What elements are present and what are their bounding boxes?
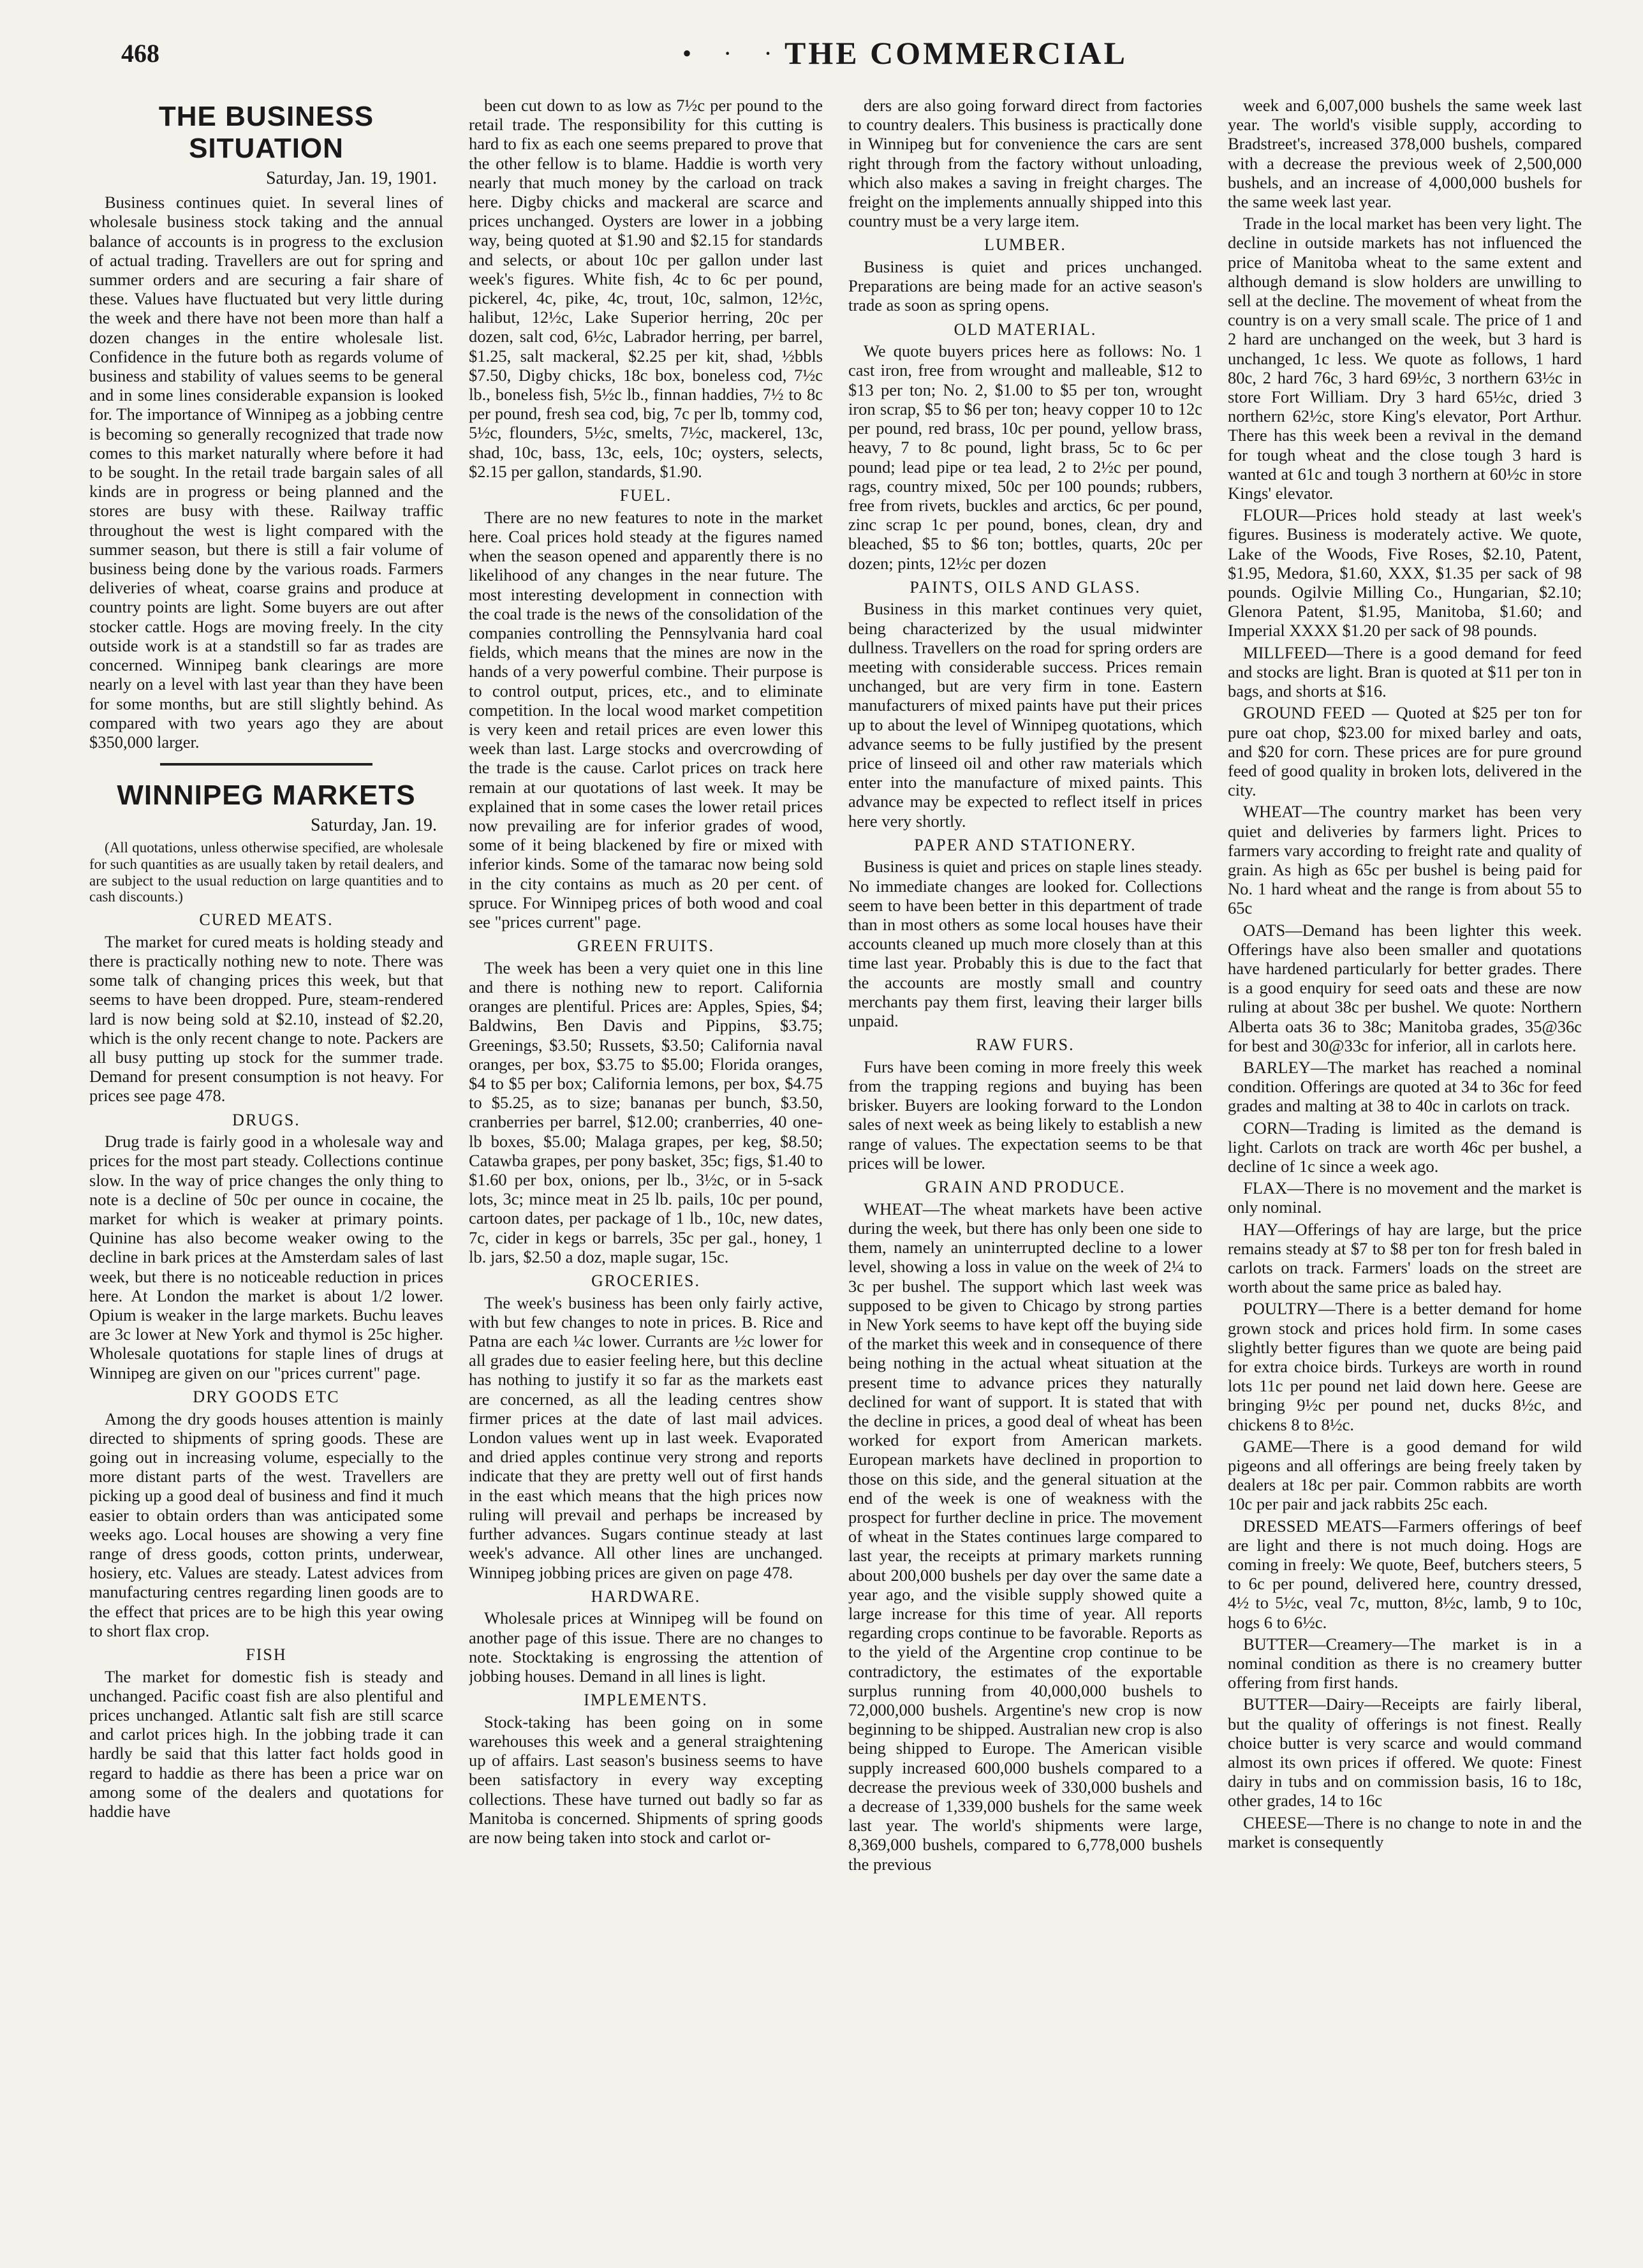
masthead: THE COMMERCIAL bbox=[785, 35, 1128, 71]
column-1 bbox=[89, 96, 443, 2227]
wheat-paragraph-continued: week and 6,007,000 bushels the same week last year. The world's visible supply, according to Bradstreet's, increased 378,000 bushels, compared with a decrease the previous week of 2,500,000 bushels, and an increase of 4,000,000 bushels for the same week last year. bbox=[1228, 96, 1582, 212]
business-title: THE BUSINESS SITUATION bbox=[158, 101, 374, 165]
section-heading-green-fruits: GREEN FRUITS. bbox=[577, 937, 715, 956]
implements-paragraph-continued: ders are also going forward direct from factories to country dealers. This business is practically done in Winnipeg but for convenience the cars are sent right through from the factory without unloading, which also makes a saving in freight charges. The freight on the implements annually shipped into this country must be a very large item. bbox=[848, 96, 1202, 231]
green-fruits-paragraph: The week has been a very quiet one in this line and there is nothing new to report. California oranges are plentiful. Prices are: Apples, Spies, $4; Baldwins, Ben Davis and Pippins, $3.75; Greenings, $3.50; Russets, $3.50; California naval oranges, per box, $3.75 to $5.00; Florida oranges, $4 to $5 per box; California lemons, per box, $4.75 to $5.25, as to size; bananas per bunch, $3.50, cranberries per barrel, $12.00; cranberries, 40 one-lb boxes, $5.00; Malaga grapes, per keg, $8.50; Catawba grapes, per pony basket, 35c; figs, $1.40 to $1.60 per box, onions, per lb., 3½c, or in 5-sack lots, 3c; mince meat in 25 lb. pails, 10c per pound, cartoon dates, per package of 1 lb., 10c, new dates, 7c, cider in kegs or barrels, 35c per gal., honey, 1 lb. jars, $2.50 a doz, maple sugar, 15c. bbox=[469, 958, 823, 1266]
section-heading-implements: IMPLEMENTS. bbox=[584, 1691, 708, 1710]
section-heading-dry-goods: DRY GOODS ETC bbox=[193, 1387, 340, 1406]
local-market-paragraph: Trade in the local market has been very light. The decline in outside markets has not influenced the price of Manitoba wheat to the same extent and although demand is slow holders are unwilling to sell at the decline. The movement of wheat from the country is on a very small scale. The price of 1 and 2 hard are unchanged on the week, but 3 hard is unchanged, 1c less. We quote as follows, 1 hard 80c, 2 hard 76c, 3 hard 69½c, 3 northern 63½c in store Fort William. Dry 3 hard 65½c, dried 3 northern 62½c, store King's elevator, Port Arthur. There has this week been a revival in the demand for tough wheat and the close tough 3 hard is wanted at 61c and tough 3 northern at 60½c in store Kings' elevator. bbox=[1228, 214, 1582, 503]
dressed-meats-paragraph: DRESSED MEATS—Farmers offerings of beef are light and there is not much doing. Hogs are coming in freely: We quote, Beef, butchers steers, 5 to 6c per pound, delivered here, country dressed, 4½ to 5½c, veal 7c, mutton, 8½c, lamb, 9 to 10c, hogs 6 to 6½c. bbox=[1228, 1516, 1582, 1632]
section-heading-fuel: FUEL. bbox=[619, 486, 672, 505]
column-4 bbox=[1228, 96, 1582, 2227]
hardware-paragraph: Wholesale prices at Winnipeg will be found on another page of this issue. There are no changes to note. Stocktaking is engrossing the attention of jobbing houses. Demand in all lines is light. bbox=[469, 1608, 823, 1686]
cheese-paragraph: CHEESE—There is no change to note in and the market is consequently bbox=[1228, 1812, 1582, 1851]
drugs-paragraph: Drug trade is fairly good in a wholesale way and prices for the most part steady. Collections continue slow. In the way of price changes the only thing to note is a decline of 50c per ounce in cocaine, the market for which is weaker at primary points. Quinine has also become weaker owing to the decline in bark prices at the Amsterdam sales of last week, but there is no noticeable reduction in prices here. At London the market is about 1/2 lower. Opium is weaker in the large markets. Buchu leaves are 3c lower at New York and thymol is 25c higher. Wholesale quotations for staple lines of drugs at Winnipeg are given on our "prices current" page. bbox=[89, 1132, 443, 1382]
section-heading-groceries: GROCERIES. bbox=[591, 1271, 700, 1291]
raw-furs-paragraph: Furs have been coming in more freely this week from the trapping regions and buying has been brisker. Buyers are looking forward to the London sales of next week as being likely to establish a new range of values. The expectation seems to be that prices will be lower. bbox=[848, 1056, 1202, 1173]
section-heading-fish: FISH bbox=[246, 1645, 287, 1664]
oats-paragraph: OATS—Demand has been lighter this week. Offerings have also been smaller and quotations have hardened particularly for better grades. There is a good enquiry for seed oats and these are now ruling at about 38c per bushel. We quote: Northern Alberta oats 36 to 38c; Manitoba grades, 35@36c for best and 30@33c for inferior, all in carlots here. bbox=[1228, 920, 1582, 1055]
millfeed-paragraph: MILLFEED—There is a good demand for feed and stocks are light. Bran is quoted at $11 per ton in bags, and shorts at $16. bbox=[1228, 642, 1582, 701]
header-ornament: • · · bbox=[682, 39, 785, 68]
fish-paragraph-continued: been cut down to as low as 7½c per pound to the retail trade. The responsibility for this cutting is hard to fix as each one seems prepared to prove that the other fellow is to blame. Haddie is worth very nearly that much money by the carload on track here. Digby chicks and mackeral are scarce and prices unchanged. Oysters are lower in a jobbing way, being quoted at $1.90 and $2.15 for standards and selects, or about 10c per gallon under last week's figures. White fish, 4c to 6c per pound, pickerel, 4c, pike, 4c, trout, 10c, salmon, 12½c, halibut, 12½c, Lake Superior herring, 20c per dozen, salt cod, 6½c, Labrador herring, per barrel, $1.25, salt mackeral, $2.25 per kit, shad, ½bbls $7.50, Digby chicks, 18c box, boneless cod, 7½c lb., boneless fish, 5½c lb., finnan haddies, 7½ to 8c per pound, fresh sea cod, big, 7c per lb, tommy cod, 5½c, flounders, 5½c, smelts, 7½c, mackerel, 13c, shad, 10c, bass, 13c, eels, 10c; oysters, selects, $2.15 per gallon, standards, $1.90. bbox=[469, 96, 823, 481]
markets-note: (All quotations, unless otherwise specified, are wholesale for such quantities as are usually taken by retail dealers, and are subject to the usual reduction on large quantities and to cash discounts.) bbox=[89, 840, 443, 905]
section-heading-hardware: HARDWARE. bbox=[591, 1587, 701, 1606]
section-heading-drugs: DRUGS. bbox=[232, 1110, 300, 1129]
old-material-paragraph: We quote buyers prices here as follows: No. 1 cast iron, free from wrought and malleable, $12 to $13 per ton; No. 2, $1.00 to $5 per ton, wrought iron scrap, $5 to $6 per ton; heavy copper 10 to 12c per pound, red brass, 10c per pound, yellow brass, heavy, 7 to 8c pound, light brass, 5c to 6c per pound; lead pipe or tea lead, 2 to 2½c per pound, rags, country mixed, 50c per 100 pounds; rubbers, free from rivets, buckles and arctics, 6c per pound, zinc scrap 1c per pound, bones, clean, dry and bleached, $5 to $6 ton; bottles, quarts, 20c per dozen; pints, 12½c per dozen bbox=[848, 341, 1202, 573]
hay-paragraph: HAY—Offerings of hay are large, but the price remains steady at $7 to $8 per ton for fresh baled in carlots on track. Farmers' loads on the street are worth about the same price as baled hay. bbox=[1228, 1219, 1582, 1297]
flax-paragraph: FLAX—There is no movement and the market is only nominal. bbox=[1228, 1178, 1582, 1217]
markets-title: WINNIPEG MARKETS bbox=[117, 780, 416, 812]
poultry-paragraph: POULTRY—There is a better demand for home grown stock and prices hold firm. In some cases slightly better figures than we quote are being paid for extra choice birds. Turkeys are worth in round lots 11c per pound net laid down here. Geese are bringing 9½c per pound net, ducks 8½c, and chickens 8 to 8½c. bbox=[1228, 1299, 1582, 1434]
section-heading-cured-meats: CURED MEATS. bbox=[199, 910, 334, 930]
barley-paragraph: BARLEY—The market has reached a nominal condition. Offerings are quoted at 34 to 36c for feed grades and malting at 38 to 40c in carlots on track. bbox=[1228, 1057, 1582, 1116]
paints-paragraph: Business in this market continues very quiet, being characterized by the usual midwinter dullness. Travellers on the road for spring orders are meeting with considerable success. Prices remain unchanged, but are very firm in tone. Eastern manufacturers of mixed paints have put their prices up to about the level of Winnipeg quotations, which advance seems to be fully justified by the present price of linseed oil and other raw materials which enter into the manufacture of mixed paints. This advance may be expected to reflect itself in prices here very shortly. bbox=[848, 599, 1202, 831]
dry-goods-paragraph: Among the dry goods houses attention is mainly directed to shipments of spring goods. These are going out in increasing volume, especially to the more distant parts of the west. Travellers are picking up a good deal of business and find it much easier to obtain orders than was anticipated some weeks ago. Local houses are showing a very fine range of dress goods, cotton prints, underwear, hosiery, etc. Values are steady. Latest advices from manufacturing centres regarding linen goods are to the effect that prices are to be high this year owing to short flax crop. bbox=[89, 1409, 443, 1640]
paper-paragraph: Business is quiet and prices on staple lines steady. No immediate changes are looked for. Collections seem to have been better in this department of trade than in most others as some local houses have their accounts cleaned up much more closely than at this time last year. Probably this is due to the fact that the accounts are mostly small and country merchants pay them first, leaving their larger bills unpaid. bbox=[848, 857, 1202, 1031]
game-paragraph: GAME—There is a good demand for wild pigeons and all offerings are being freely taken by dealers at 18c per pair. Common rabbits are worth 10c per pair and jack rabbits 25c each. bbox=[1228, 1436, 1582, 1514]
lumber-paragraph: Business is quiet and prices unchanged. Preparations are being made for an active season's trade as soon as spring opens. bbox=[848, 257, 1202, 315]
butter-creamery-paragraph: BUTTER—Creamery—The market is in a nominal condition as there is no creamery butter offering from first hands. bbox=[1228, 1634, 1582, 1693]
page-header bbox=[83, 35, 1595, 77]
flour-paragraph: FLOUR—Prices hold steady at last week's figures. Business is moderately active. We quote, Lake of the Woods, Five Roses, $2.10, Patent, $1.95, Medora, $1.60, XXX, $1.35 per sack of 98 pounds. Ogilvie Milling Co., Hungarian, $2.10; Glenora Patent, $1.95, Manitoba, $1.60; and Imperial XXXX $1.20 per sack of 98 pounds. bbox=[1228, 505, 1582, 641]
cured-meats-paragraph: The market for cured meats is holding steady and there is practically nothing new to note. There was some talk of changing prices this week, but that seems to have been dropped. Pure, steam-rendered lard is now being sold at $2.10, instead of $2.20, which is the only recent change to note. Packers are all busy putting up stock for the summer trade. Demand for present consumption is not heavy. For prices see page 478. bbox=[89, 931, 443, 1106]
section-heading-grain: GRAIN AND PRODUCE. bbox=[925, 1178, 1126, 1197]
corn-paragraph: CORN—Trading is limited as the demand is light. Carlots on track are worth 46c per bushel, a decline of 1c since a week ago. bbox=[1228, 1118, 1582, 1176]
fish-paragraph: The market for domestic fish is steady and unchanged. Pacific coast fish are also plentiful and prices unchanged. Atlantic salt fish are still scarce and carlot prices high. In the jobbing trade it can hardly be said that this latter fact holds good in regard to haddie as there has been a price war on among some of the dealers and quotations for haddie have bbox=[89, 1666, 443, 1821]
implements-paragraph: Stock-taking has been going on in some warehouses this week and a general straightening up of affairs. Last season's business seems to have been satisfactory in every way excepting collections. These have turned out badly so far as Manitoba is concerned. Shipments of spring goods are now being taken into stock and carlot or- bbox=[469, 1712, 823, 1847]
column-2 bbox=[469, 96, 823, 2227]
country-wheat-paragraph: WHEAT—The country market has been very quiet and deliveries by farmers light. Prices to farmers vary according to freight rate and quality of grain. As high as 65c per bushel is being paid for No. 1 hard wheat and the range is from about 55 to 65c bbox=[1228, 802, 1582, 918]
wheat-paragraph: WHEAT—The wheat markets have been active during the week, but there has only been one side to them, namely an uninterrupted decline to a lower level, showing a loss in value on the week of 2¼ to 3c per bushel. The support which last week was supposed to be given to Chicago by strong parties in New York seems to have kept off the buying side of the market this week and in consequence of there being nothing in the actual wheat situation at the present time to advance prices they naturally declined for want of support. It is stated that with the decline in prices, a good deal of wheat has been worked for export from American markets. European markets have declined in proportion to those on this side, and the general situation at the end of the week is one of weakness with the prospect for further decline in price. The movement of wheat in the States continues large compared to last year, the receipts at primary markets running about 200,000 bushels per day over the same date a year ago, and the visible supply showed quite a large increase for this time of year. All reports regarding crops continue to be favorable. Reports as to the yield of the Argentine crop continue to be contradictory, the estimates of the exportable surplus running from 40,000,000 bushels to 72,000,000 bushels. Argentine's new crop is now beginning to be shipped. Australian new crop is also being shipped to Europe. The American visible supply increased 600,000 bushels compared to a decrease the previous week of 330,000 bushels and a decrease of 1,339,000 bushels for the same week last year. The world's shipments were large, 8,369,000 bushels, compared to 6,778,000 bushels the previous bbox=[848, 1199, 1202, 1874]
section-heading-paints: PAINTS, OILS AND GLASS. bbox=[910, 577, 1141, 597]
section-heading-old-material: OLD MATERIAL. bbox=[954, 320, 1097, 339]
fuel-paragraph: There are no new features to note in the market here. Coal prices hold steady at the figures named when the season opened and apparently there is no likelihood of any changes in the near future. The most interesting development in connection with the coal trade is the news of the consolidation of the companies controlling the Pennsylvania hard coal fields, which means that the mines are now in the hands of a very powerful combine. Their purpose is to control output, prices, etc., and to eliminate competition. In the local wood market competition is very keen and retail prices are even lower this week than last. Large stocks and overcrowding of the trade is the cause. Carlot prices on track here remain at our quotations of last week. It may be explained that in some cases the lower retail prices now prevailing are for inferior grades of wood, some of it being blackened by fire or mixed with inferior kinds. Some of the tamarac now being sold in the city contains as much as 20 per cent. of spruce. For Winnipeg prices of both wood and coal see "prices current" page. bbox=[469, 507, 823, 931]
ground-feed-paragraph: GROUND FEED — Quoted at $25 per ton for pure oat chop, $23.00 for mixed barley and oats, and $20 for corn. These prices are for pure ground feed of good quality in broken lots, delivered in the city. bbox=[1228, 703, 1582, 800]
business-dateline: Saturday, Jan. 19, 1901. bbox=[265, 168, 437, 189]
section-divider bbox=[160, 763, 372, 766]
section-heading-paper: PAPER AND STATIONERY. bbox=[914, 835, 1137, 854]
column-3 bbox=[848, 96, 1202, 2227]
business-paragraph: Business continues quiet. In several lines of wholesale business stock taking and the annual balance of accounts is in progress to the exclusion of actual trading. Travellers are out for spring and summer orders and are securing a fair share of these. Values have fluctuated but very little during the week and there have not been more than half a dozen changes in the entire wholesale list. Confidence in the future both as regards volume of business and stability of values seems to be general and in some lines considerable expansion is looked for. The importance of Winnipeg as a jobbing centre is becoming so generally recognized that trade now comes to this market naturally where before it had to be sought. In the retail trade bargain sales of all kinds are in progress or being planned and the stores are busy with these. Railway traffic throughout the west is light compared with the summer season, but there is still a fair volume of business being done by the various roads. Farmers deliveries of wheat, coarse grains and produce at country points are light. Some buyers are out after stocker cattle. Hogs are moving freely. In the city outside work is at a standstill so far as trades are concerned. Winnipeg bank clearings are more nearly on a level with last year than they have been for some months, but are still slightly behind. As compared with two years ago they are about $350,000 larger. bbox=[89, 193, 443, 752]
section-heading-raw-furs: RAW FURS. bbox=[976, 1035, 1075, 1055]
page-number: 468 bbox=[121, 39, 159, 68]
section-heading-lumber: LUMBER. bbox=[984, 235, 1066, 255]
butter-dairy-paragraph: BUTTER—Dairy—Receipts are fairly liberal, but the quality of offerings is not finest. Really choice butter is very scarce and would command almost its own prices if offered. We quote: Finest dairy in tubs and on commission basis, 16 to 18c, other grades, 14 to 16c bbox=[1228, 1694, 1582, 1811]
groceries-paragraph: The week's business has been only fairly active, with but few changes to note in prices. B. Rice and Patna are each ¼c lower. Currants are ½c lower for all grades due to easier feeling here, but this decline has nothing to justify it so far as the markets east are concerned, as all the leading centres show firmer prices at the date of last mail advices. London values went up in last week. Evaporated and dried apples continue very strong and reports indicate that they are pretty well out of first hands in the east which means that the high prices now ruling will prevail and perhaps be increased by further advances. Sugars continue steady at last week's advance. All other lines are unchanged. Winnipeg jobbing prices are given on page 478. bbox=[469, 1293, 823, 1582]
markets-dateline: Saturday, Jan. 19. bbox=[310, 815, 437, 836]
